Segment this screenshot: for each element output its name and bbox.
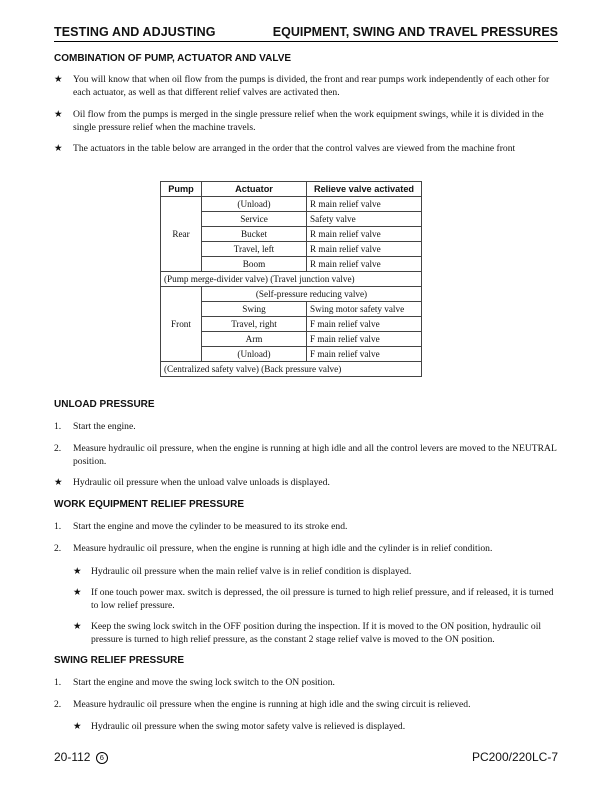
actuator-cell: Swing bbox=[202, 302, 307, 317]
step-item bbox=[54, 421, 558, 435]
section-title-unload: UNLOAD PRESSURE bbox=[54, 399, 155, 410]
step-number: 2. bbox=[54, 699, 62, 710]
note-item bbox=[73, 587, 558, 613]
relief-cell: R main relief valve bbox=[307, 227, 422, 242]
relief-cell: F main relief valve bbox=[307, 332, 422, 347]
header-rule bbox=[54, 41, 558, 42]
relief-cell: R main relief valve bbox=[307, 242, 422, 257]
table-header-pump: Pump bbox=[161, 182, 202, 197]
note-text: You will know that when oil flow from the pumps is divided, the front and rear pumps work independently of each other for each actuator, as well as that different relief valves are activated then. bbox=[73, 74, 550, 98]
note-item bbox=[54, 74, 558, 100]
section-title-work-equipment: WORK EQUIPMENT RELIEF PRESSURE bbox=[54, 499, 245, 510]
self-pressure-cell: (Self-pressure reducing valve) bbox=[202, 287, 422, 302]
note-item bbox=[54, 477, 558, 491]
note-item bbox=[54, 143, 558, 157]
actuator-cell: Travel, left bbox=[202, 242, 307, 257]
step-text: Measure hydraulic oil pressure, when the engine is running at high idle and the cylinder is in relief condition. bbox=[73, 543, 493, 554]
step-text: Start the engine. bbox=[73, 421, 136, 432]
star-icon: ★ bbox=[73, 587, 82, 598]
note-item bbox=[54, 109, 558, 135]
star-icon: ★ bbox=[54, 477, 63, 488]
star-icon: ★ bbox=[54, 109, 63, 120]
actuator-cell: Travel, right bbox=[202, 317, 307, 332]
pump-label-rear: Rear bbox=[161, 197, 202, 272]
step-text: Start the engine and move the cylinder to be measured to its stroke end. bbox=[73, 521, 348, 532]
actuator-cell: Service bbox=[202, 212, 307, 227]
pump-label-front: Front bbox=[161, 287, 202, 362]
step-item bbox=[54, 699, 558, 713]
merge-valve-cell: (Pump merge-divider valve) (Travel junction valve) bbox=[161, 272, 422, 287]
note-text: Hydraulic oil pressure when the swing motor safety valve is relieved is displayed. bbox=[91, 721, 406, 732]
step-item bbox=[54, 677, 558, 691]
star-icon: ★ bbox=[73, 721, 82, 732]
table-row bbox=[161, 197, 422, 212]
step-text: Measure hydraulic oil pressure, when the engine is running at high idle and all the control levers are moved to the NEUTRAL position. bbox=[73, 443, 557, 467]
step-number: 2. bbox=[54, 543, 62, 554]
star-icon: ★ bbox=[73, 566, 82, 577]
relief-cell: F main relief valve bbox=[307, 347, 422, 362]
relief-cell: Swing motor safety valve bbox=[307, 302, 422, 317]
step-number: 1. bbox=[54, 521, 62, 532]
header-section-title: TESTING AND ADJUSTING bbox=[54, 25, 216, 39]
step-number: 1. bbox=[54, 421, 62, 432]
section-title-swing: SWING RELIEF PRESSURE bbox=[54, 655, 185, 666]
relief-cell: Safety valve bbox=[307, 212, 422, 227]
safety-valve-cell: (Centralized safety valve) (Back pressure valve) bbox=[161, 362, 422, 377]
actuator-cell: Arm bbox=[202, 332, 307, 347]
step-number: 2. bbox=[54, 443, 62, 454]
actuator-cell: (Unload) bbox=[202, 197, 307, 212]
table-row bbox=[161, 287, 422, 302]
page-number: 20-112 bbox=[54, 750, 91, 764]
footer-model: PC200/220LC-7 bbox=[471, 750, 558, 764]
step-item bbox=[54, 521, 558, 535]
step-item bbox=[54, 543, 558, 557]
actuator-cell: Bucket bbox=[202, 227, 307, 242]
step-text: Measure hydraulic oil pressure when the engine is running at high idle and the swing circuit is relieved. bbox=[73, 699, 471, 710]
note-text: Hydraulic oil pressure when the main relief valve is in relief condition is displayed. bbox=[91, 566, 412, 577]
header-page-title: EQUIPMENT, SWING AND TRAVEL PRESSURES bbox=[272, 25, 558, 39]
note-item bbox=[73, 621, 558, 647]
relief-cell: F main relief valve bbox=[307, 317, 422, 332]
revision-badge: 6 bbox=[96, 752, 108, 764]
footer-page-number bbox=[54, 750, 108, 764]
relief-cell: R main relief valve bbox=[307, 197, 422, 212]
step-text: Start the engine and move the swing lock switch to the ON position. bbox=[73, 677, 335, 688]
step-item bbox=[54, 443, 558, 469]
table-header-row bbox=[161, 182, 422, 197]
note-text: Hydraulic oil pressure when the unload valve unloads is displayed. bbox=[73, 477, 330, 488]
actuator-cell: Boom bbox=[202, 257, 307, 272]
relief-cell: R main relief valve bbox=[307, 257, 422, 272]
table-row-bottom bbox=[161, 362, 422, 377]
star-icon: ★ bbox=[54, 143, 63, 154]
star-icon: ★ bbox=[73, 621, 82, 632]
actuator-valve-table bbox=[160, 181, 422, 377]
table-row-merge bbox=[161, 272, 422, 287]
note-text: The actuators in the table below are arranged in the order that the control valves are viewed from the machine front bbox=[73, 143, 516, 154]
section-title-combination: COMBINATION OF PUMP, ACTUATOR AND VALVE bbox=[54, 53, 292, 64]
actuator-cell: (Unload) bbox=[202, 347, 307, 362]
star-icon: ★ bbox=[54, 74, 63, 85]
note-text: Oil flow from the pumps is merged in the single pressure relief when the work equipment swings, while it is divided in the single pressure relief when the machine travels. bbox=[73, 109, 544, 133]
table-header-actuator: Actuator bbox=[202, 182, 307, 197]
table-header-relief: Relieve valve activated bbox=[307, 182, 422, 197]
note-item bbox=[73, 566, 558, 580]
note-item bbox=[73, 721, 558, 735]
note-text: Keep the swing lock switch in the OFF position during the inspection. If it is moved to the ON position, hydraulic oil pressure is turned to high relief pressure, as the constant 2 stage relief valve is moved to the ON position. bbox=[91, 621, 542, 645]
step-number: 1. bbox=[54, 677, 62, 688]
note-text: If one touch power max. switch is depressed, the oil pressure is turned to high relief pressure, and if released, it is turned to low relief pressure. bbox=[91, 587, 554, 611]
